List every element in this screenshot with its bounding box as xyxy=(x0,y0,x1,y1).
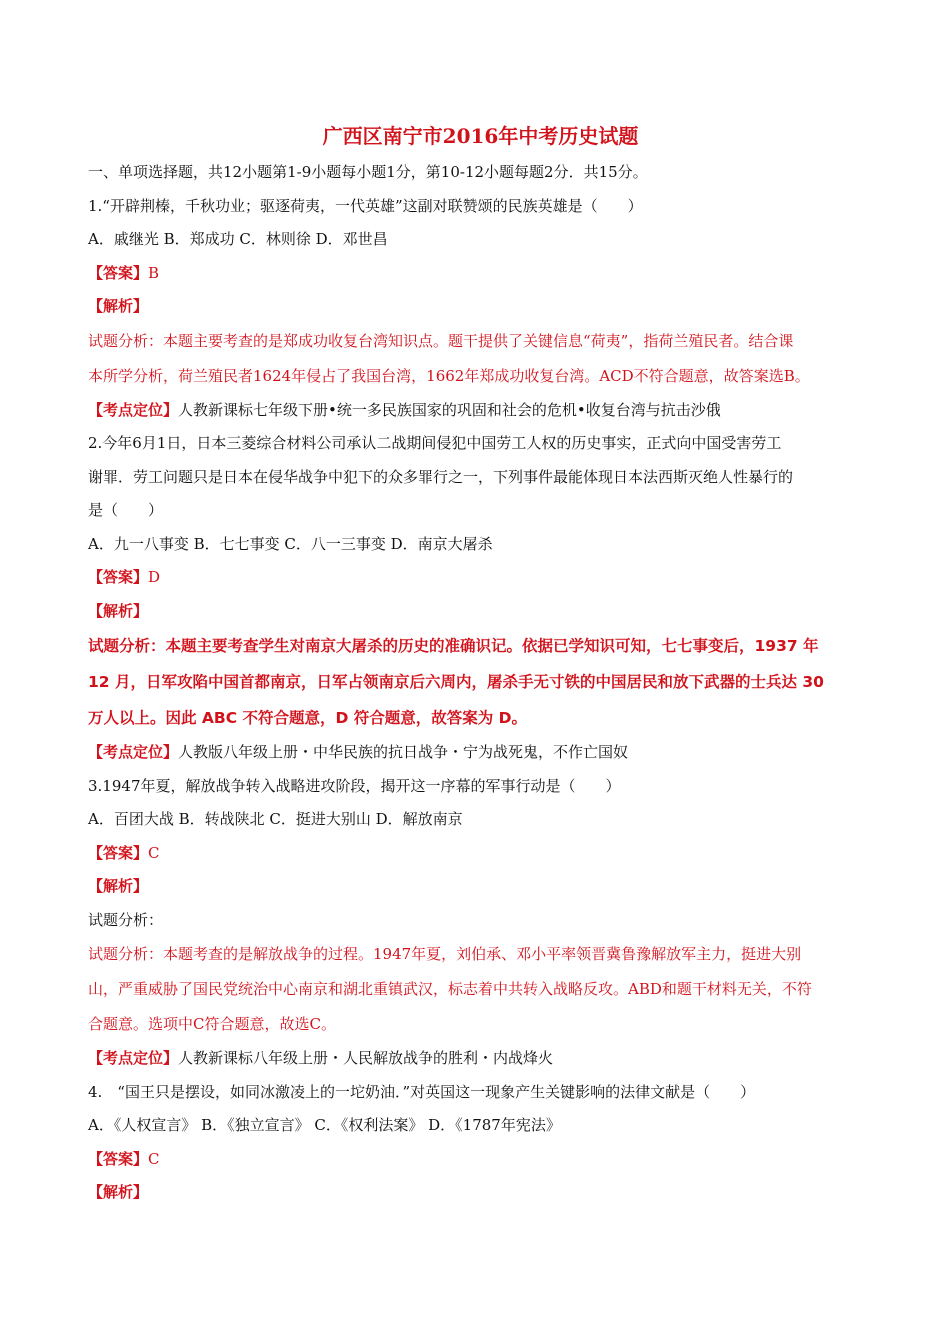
analysis-label: 【解析】 xyxy=(88,601,149,620)
answer-value: D xyxy=(148,568,161,586)
question-4-answer xyxy=(88,1143,873,1177)
question-2-options: A．九一八事变 B．七七事变 C．八一三事变 D．南京大屠杀 xyxy=(88,534,493,553)
question-3-analysis-line: 山，严重威胁了国民党统治中心南京和湖北重镇武汉，标志着中共转入战略反攻。ABD和题干材料无关，不符 xyxy=(88,980,812,998)
answer-value: C xyxy=(148,1149,160,1168)
answer-value: B xyxy=(148,263,160,282)
knowledge-value: 人教版八年级上册・中华民族的抗日战争・宁为战死鬼，不作亡国奴 xyxy=(178,743,629,761)
question-3-answer xyxy=(88,837,873,871)
knowledge-label: 【考点定位】 xyxy=(88,743,179,761)
answer-label: 【答案】 xyxy=(88,843,149,862)
knowledge-label: 【考点定位】 xyxy=(88,400,179,419)
question-1-analysis-label xyxy=(88,290,873,324)
question-1-options: A．戚继光 B．郑成功 C．林则徐 D．邓世昌 xyxy=(88,230,388,248)
question-1-answer xyxy=(88,257,873,291)
document-page xyxy=(88,118,873,1210)
question-4-options: A．《人权宣言》 B．《独立宣言》 C．《权利法案》 D．《1787年宪法》 xyxy=(88,1116,561,1134)
question-4-analysis-label xyxy=(88,1176,873,1210)
question-1-analysis-line: 本所学分析，荷兰殖民者1624年侵占了我国台湾，1662年郑成功收复台湾。ACD不符合题意，故答案选B。 xyxy=(88,366,810,385)
question-2-stem-line: 是（ ） xyxy=(88,501,164,519)
answer-label: 【答案】 xyxy=(88,568,149,586)
question-2-stem-line: 2.今年6月1日，日本三菱综合材料公司承认二战期间侵犯中国劳工人权的历史事实，正式向中国受害劳工 xyxy=(88,434,782,452)
page-title: 广西区南宁市2016年中考历史试题 xyxy=(322,124,639,148)
section-header: 一、单项选择题，共12小题第1-9小题每小题1分，第10-12小题每题2分．共15分。 xyxy=(88,163,648,181)
question-2-analysis-line: 12 月，日军攻陷中国首都南京，日军占领南京后六周内，屠杀手无寸铁的中国居民和放下武器的士兵达 30 xyxy=(88,673,824,691)
answer-label: 【答案】 xyxy=(88,263,149,282)
question-3-analysis-line: 试题分析：本题考查的是解放战争的过程。1947年夏，刘伯承、邓小平率领晋冀鲁豫解放军主力，挺进大别 xyxy=(88,945,802,963)
question-4-stem: 4. “国王只是摆设，如同冰激凌上的一坨奶油．”对英国这一现象产生关键影响的法律文献是（ ） xyxy=(88,1082,756,1101)
analysis-label: 【解析】 xyxy=(88,877,149,895)
question-1-analysis-line: 试题分析：本题主要考查的是郑成功收复台湾知识点。题干提供了关键信息“荷夷”，指荷兰殖民者。结合课 xyxy=(88,331,794,350)
question-3-analysis-prefix: 试题分析： xyxy=(88,910,164,929)
knowledge-value: 人教新课标八年级上册・人民解放战争的胜利・内战烽火 xyxy=(178,1049,554,1067)
question-2-stem-line: 谢罪．劳工问题只是日本在侵华战争中犯下的众多罪行之一，下列事件最能体现日本法西斯灭绝人性暴行的 xyxy=(88,467,794,486)
question-3-knowledge xyxy=(88,1042,873,1076)
question-3-analysis-label xyxy=(88,870,873,904)
question-1-stem: 1.“开辟荆榛，千秋功业；驱逐荷夷，一代英雄”这副对联赞颂的民族英雄是（ ） xyxy=(88,196,643,215)
question-3-analysis-line: 合题意。选项中C符合题意，故选C。 xyxy=(88,1015,336,1033)
question-2-analysis-line: 试题分析：本题主要考查学生对南京大屠杀的历史的准确识记。依据已学知识可知，七七事变后，1937 年 xyxy=(88,637,819,655)
question-2-answer xyxy=(88,561,873,595)
question-3-options: A．百团大战 B．转战陕北 C．挺进大别山 D．解放南京 xyxy=(88,810,463,828)
knowledge-label: 【考点定位】 xyxy=(88,1049,179,1067)
analysis-label: 【解析】 xyxy=(88,297,149,315)
knowledge-value: 人教新课标七年级下册•统一多民族国家的巩固和社会的危机•收复台湾与抗击沙俄 xyxy=(178,400,721,419)
question-1-knowledge xyxy=(88,394,873,428)
answer-label: 【答案】 xyxy=(88,1149,149,1168)
question-2-analysis-line: 万人以上。因此 ABC 不符合题意，D 符合题意，故答案为 D。 xyxy=(88,709,528,727)
question-2-knowledge xyxy=(88,736,873,770)
question-3-stem: 3.1947年夏，解放战争转入战略进攻阶段，揭开这一序幕的军事行动是（ ） xyxy=(88,776,621,795)
question-2-analysis-label xyxy=(88,595,873,629)
answer-value: C xyxy=(148,843,160,862)
analysis-label: 【解析】 xyxy=(88,1183,149,1201)
